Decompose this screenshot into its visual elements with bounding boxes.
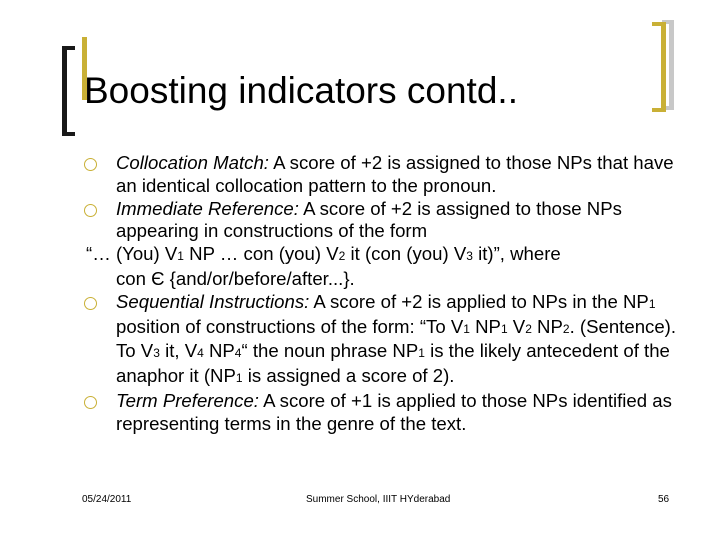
- item-text: “ the noun phrase NP: [241, 340, 419, 362]
- item-text: V: [507, 315, 526, 337]
- bullet-item-immediate-reference: [84, 198, 684, 244]
- bullet-item-term-preference: [84, 390, 684, 436]
- subscript: 3: [153, 346, 160, 361]
- item-text: is the likely antecedent of the anaphor it (NP: [116, 340, 670, 387]
- item-text: it, V: [159, 340, 198, 362]
- item-label: Immediate Reference:: [116, 197, 299, 219]
- subscript: 3: [466, 249, 473, 264]
- form-text: NP … con (you) V: [183, 243, 339, 265]
- item-text: NP: [531, 315, 563, 337]
- form-text: it)”, where: [472, 243, 561, 265]
- subscript: 2: [562, 321, 570, 336]
- subscript: 1: [500, 321, 508, 336]
- slide-body: [84, 152, 684, 436]
- item-label: Term Preference:: [116, 389, 259, 411]
- subscript: 1: [177, 249, 184, 264]
- item-text: is assigned a score of 2).: [242, 365, 455, 387]
- subscript: 1: [463, 321, 470, 336]
- circle-bullet-icon: [84, 158, 97, 171]
- subscript: 1: [235, 371, 243, 386]
- form-text-line2: con Є {and/or/before/after...}.: [116, 267, 355, 289]
- subscript: 1: [418, 346, 425, 361]
- item-text: A score of +2 is applied to NPs in the NP: [309, 290, 649, 312]
- subscript: 1: [648, 296, 656, 311]
- item-text: position of constructions of the form: “To V: [116, 315, 464, 337]
- subscript: 4: [197, 346, 204, 361]
- footer-center-text: Summer School, IIIT HYderabad: [306, 494, 451, 505]
- decorative-bracket-dark-left: [62, 46, 75, 136]
- decorative-bracket-gold-right: [652, 22, 666, 112]
- footer-date: 05/24/2011: [82, 494, 132, 505]
- construction-form: [86, 243, 684, 291]
- item-text: NP: [203, 340, 235, 362]
- item-label: Sequential Instructions:: [116, 290, 310, 312]
- form-text: “… (You) V: [86, 243, 178, 265]
- circle-bullet-icon: [84, 297, 97, 310]
- item-text: A score of +2 is assigned to those NPs that have an identical collocation pattern to the pronoun.: [116, 152, 674, 196]
- item-text: A score of +1 is applied to those NPs identified as representing terms in the genre of the text.: [116, 389, 672, 434]
- circle-bullet-icon: [84, 396, 97, 409]
- slide-number: 56: [658, 494, 670, 505]
- slide-title: Boosting indicators contd..: [84, 70, 518, 111]
- circle-bullet-icon: [84, 204, 97, 217]
- subscript: 2: [338, 249, 346, 264]
- item-text: NP: [469, 315, 501, 337]
- item-label: Collocation Match:: [116, 152, 269, 173]
- item-text: A score of +2 is assigned to those NPs appearing in constructions of the form: [116, 197, 622, 242]
- bullet-item-sequential-instructions: [84, 291, 684, 390]
- subscript: 2: [525, 321, 532, 336]
- bullet-item-collocation: [84, 152, 684, 198]
- item-text: . (Sentence). To V: [116, 315, 677, 362]
- form-text: it (con (you) V: [345, 243, 467, 265]
- subscript: 4: [234, 346, 242, 361]
